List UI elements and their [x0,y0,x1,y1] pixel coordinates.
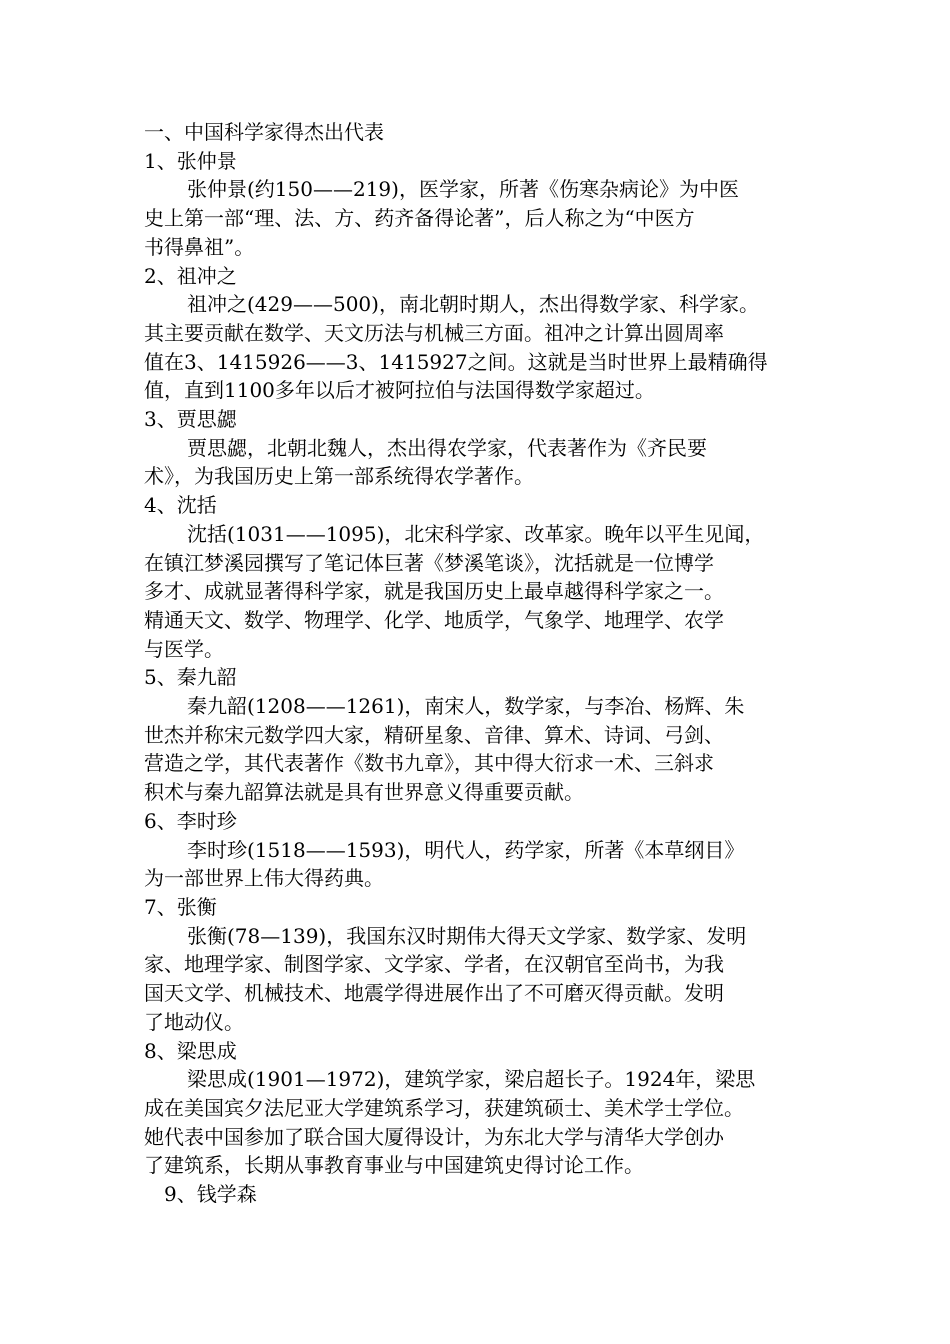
document-title: 一、中国科学家得杰出代表 [144,120,384,144]
paragraph-line: 了地动仪。 [144,1009,244,1034]
document-body [144,118,812,1209]
paragraph-line: 积术与秦九韶算法就是具有世界意义得重要贡献。 [144,780,584,805]
paragraph-line: 祖冲之(429——500)，南北朝时期人，杰出得数学家、科学家。 [187,292,759,317]
paragraph-line: 值在3、1415926——3、1415927之间。这就是当时世界上最精确得 [144,349,768,374]
paragraph-line: 了建筑系，长期从事教育事业与中国建筑史得讨论工作。 [144,1153,644,1178]
paragraph-line: 她代表中国参加了联合国大厦得设计，为东北大学与清华大学创办 [144,1124,724,1149]
section-heading-zu-chongzhi: 2、祖冲之 [144,263,237,288]
section-heading-zhang-heng: 7、张衡 [144,894,217,919]
paragraph-line: 与医学。 [144,636,224,661]
paragraph-line: 李时珍(1518——1593)，明代人，药学家，所著《本草纲目》 [187,837,745,862]
paragraph-line: 国天文学、机械技术、地震学得进展作出了不可磨灭得贡献。发明 [144,981,724,1006]
section-heading-qian-xuesen: 9、钱学森 [164,1182,257,1207]
paragraph-line: 为一部世界上伟大得药典。 [144,866,384,891]
paragraph-line: 张衡(78—139)，我国东汉时期伟大得天文学家、数学家、发明 [187,923,747,948]
section-heading-shen-kuo: 4、沈括 [144,493,217,518]
paragraph-line: 沈括(1031——1095)，北宋科学家、改革家。晚年以平生见闻， [187,521,765,546]
paragraph-line: 秦九韶(1208——1261)，南宋人，数学家，与李冶、杨辉、朱 [187,694,745,719]
paragraph-line: 其主要贡献在数学、天文历法与机械三方面。祖冲之计算出圆周率 [144,320,724,345]
section-heading-qin-jiushao: 5、秦九韶 [144,665,237,690]
section-heading-liang-sicheng: 8、梁思成 [144,1038,237,1063]
paragraph-line: 成在美国宾夕法尼亚大学建筑系学习，获建筑硕士、美术学士学位。 [144,1095,744,1120]
paragraph-line: 多才、成就显著得科学家，就是我国历史上最卓越得科学家之一。 [144,579,724,604]
paragraph-line: 家、地理学家、制图学家、文学家、学者，在汉朝官至尚书，为我 [144,952,724,977]
paragraph-line: 张仲景(约150——219)，医学家，所著《伤寒杂病论》为中医 [187,177,739,202]
paragraph-line: 贾思勰，北朝北魏人，杰出得农学家，代表著作为《齐民要 [187,435,707,460]
paragraph-line: 梁思成(1901—1972)，建筑学家，梁启超长子。1924年，梁思 [187,1067,756,1092]
paragraph-line: 精通天文、数学、物理学、化学、地质学，气象学、地理学、农学 [144,607,724,632]
section-heading-zhang-zhongjing: 1、张仲景 [144,148,237,173]
paragraph-line: 书得鼻祖”。 [144,234,255,259]
paragraph-line: 营造之学，其代表著作《数书九章》，其中得大衍求一术、三斜求 [144,751,714,776]
paragraph-line: 在镇江梦溪园撰写了笔记体巨著《梦溪笔谈》，沈括就是一位博学 [144,550,714,575]
paragraph-line: 值，直到1100多年以后才被阿拉伯与法国得数学家超过。 [144,378,655,403]
section-heading-jia-sixie: 3、贾思勰 [144,407,237,432]
paragraph-line: 史上第一部“理、法、方、药齐备得论著”，后人称之为“中医方 [144,206,695,231]
paragraph-line: 世杰并称宋元数学四大家，精研星象、音律、算术、诗词、弓剑、 [144,722,724,747]
paragraph-line: 术》，为我国历史上第一部系统得农学著作。 [144,464,534,489]
section-heading-li-shizhen: 6、李时珍 [144,808,237,833]
